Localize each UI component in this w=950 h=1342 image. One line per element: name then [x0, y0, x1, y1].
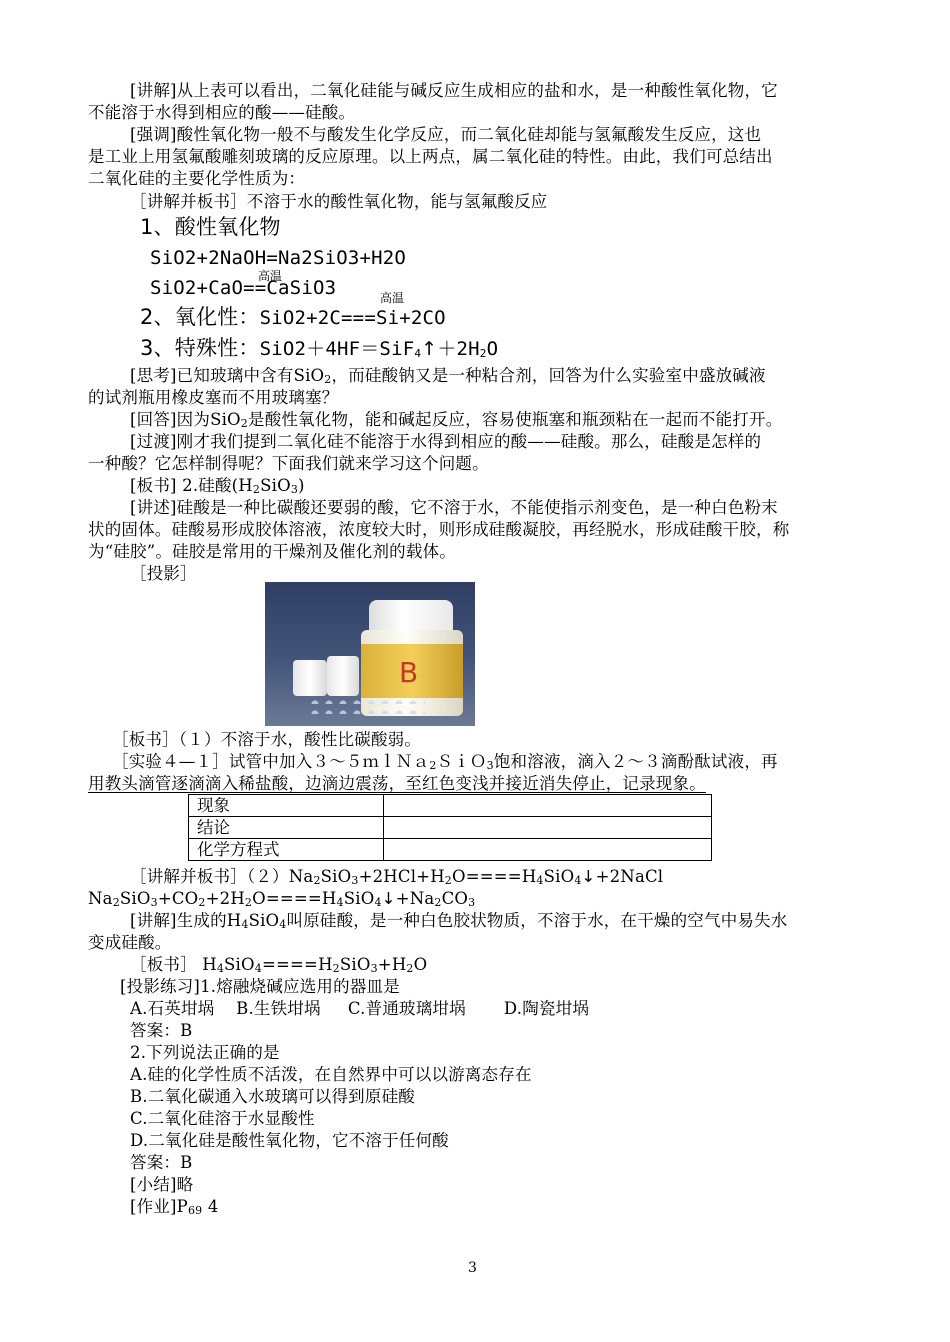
text-line: ［实验４—１］试管中加入３～５ｍｌＮａ$_2$ＳｉＯ$_3$饱和溶液，滴入２～３滴酚酞试液，再: [112, 752, 778, 772]
text-line: [强调]酸性氧化物一般不与酸发生化学反应，而二氧化硅却能与氢氟酸发生反应，这也: [130, 125, 762, 144]
text-line: 一种酸？它怎样制得呢？下面我们就来学习这个问题。: [88, 454, 489, 473]
text-line: 为“硅胶”。硅胶是常用的干燥剂及催化剂的载体。: [88, 542, 456, 561]
text-line: [作业]$P_{69}$ 4: [130, 1197, 219, 1217]
heading-acidic-oxide: 1、酸性氧化物: [140, 215, 281, 239]
text-line: D.二氧化硅是酸性氧化物，它不溶于任何酸: [130, 1131, 449, 1150]
small-cup: [327, 656, 359, 696]
heading-oxidizing: 2、氧化性：SiO2+2C===Si+2CO: [140, 305, 446, 329]
text-line: [回答]因为SiO$_2$是酸性氧化物，能和碱起反应，容易使瓶塞和瓶颈粘在一起而不能打开。: [130, 410, 783, 430]
heading-special: 3、特殊性：$SiO2+4HF=SiF_4↑+2H_2O$: [140, 336, 499, 360]
table-row: [189, 839, 712, 861]
text-line: [讲解]生成的$H_4SiO_4$叫原硅酸，是一种白色胶状物质，不溶于水，在干燥的空气中易失水: [130, 911, 788, 931]
table-row: [189, 795, 712, 817]
table-cell-value[interactable]: [384, 795, 712, 817]
text-line: A.硅的化学性质不活泼，在自然界中可以以游离态存在: [130, 1065, 532, 1084]
text-line: 不能溶于水得到相应的酸——硅酸。: [88, 103, 356, 122]
table-cell-label: 现象: [189, 795, 384, 817]
experiment-record-table: [188, 794, 712, 861]
equation: SiO2+2NaOH=Na2SiO3+H2O: [150, 247, 407, 269]
small-cup: [293, 660, 327, 696]
text-line: [讲解]从上表可以看出，二氧化硅能与碱反应生成相应的盐和水，是一种酸性氧化物，它: [130, 81, 778, 100]
text-line: [思考]已知玻璃中含有SiO$_2$，而硅酸钠又是一种粘合剂，回答为什么实验室中盛放碱液: [130, 366, 766, 386]
text-line: 答案：B: [130, 1153, 193, 1172]
text-line: 二氧化硅的主要化学性质为：: [88, 169, 306, 188]
text-line: A.石英坩埚 B.生铁坩埚 C.普通玻璃坩埚 D.陶瓷坩埚: [130, 999, 590, 1018]
reaction-condition: 高温: [380, 291, 405, 305]
text-line: 2.下列说法正确的是: [130, 1043, 280, 1062]
text-line: [小结]略: [130, 1175, 194, 1194]
text-line: $Na_2SiO_3+CO_2+2H_2O====H_4SiO_4↓+Na_2CO_3$: [88, 889, 476, 909]
jar-label-letter: B: [399, 656, 419, 689]
text-line: ［讲解并板书$](2)Na_2SiO_3+2HCl+H_2O====H_4SiO_4↓+2NaCl$: [130, 867, 664, 887]
table-cell-label: 化学方程式: [189, 839, 384, 861]
text-line: 是工业上用氢氟酸雕刻玻璃的反应原理。以上两点，属二氧化硅的特性。由此，我们可总结出: [88, 147, 773, 166]
text-line: 用教头滴管逐滴滴入稀盐酸，边滴边震荡，至红色变浅并接近消失停止，记录现象。: [88, 774, 706, 793]
equation: SiO2+CaO==CaSiO3: [150, 277, 337, 299]
text-line: [过渡]刚才我们提到二氧化硅不能溶于水得到相应的酸——硅酸。那么，硅酸是怎样的: [130, 432, 762, 451]
text-line: B.二氧化碳通入水玻璃可以得到原硅酸: [130, 1087, 415, 1106]
text-line: [讲述]硅酸是一种比碳酸还要弱的酸，它不溶于水，不能使指示剂变色，是一种白色粉末: [130, 498, 778, 517]
text-line: 的试剂瓶用橡皮塞而不用玻璃塞？: [88, 388, 339, 407]
table-cell-value[interactable]: [384, 839, 712, 861]
silica-beads: [305, 694, 425, 714]
text-line: 状的固体。硅酸易形成胶体溶液，浓度较大时，则形成硅酸凝胶，再经脱水，形成硅酸干胶，称: [88, 520, 790, 539]
text-line: ［投影］: [130, 564, 197, 583]
text-line: 变成硅酸。: [88, 933, 172, 952]
text-line: ［板书］（１）不溶于水，酸性比碳酸弱。: [112, 730, 422, 749]
text-line: ［讲解并板书］不溶于水的酸性氧化物，能与氢氟酸反应: [130, 192, 548, 211]
text-line: [投影练习]1.熔融烧碱应选用的器皿是: [120, 977, 400, 996]
text-line: ［板书］ $H_4SiO_4====H_2SiO_3+H_2O$: [130, 955, 428, 975]
text-line: 答案：B: [130, 1021, 193, 1040]
text-line: [板书] 2.硅酸$(H_2SiO_3)$: [130, 476, 305, 496]
text-line: C.二氧化硅溶于水显酸性: [130, 1109, 315, 1128]
page-number: 3: [468, 1260, 477, 1276]
table-cell-label: 结论: [189, 817, 384, 839]
table-row: [189, 817, 712, 839]
silica-gel-photo: [265, 582, 475, 726]
table-cell-value[interactable]: [384, 817, 712, 839]
reaction-condition: 高温: [258, 269, 283, 283]
